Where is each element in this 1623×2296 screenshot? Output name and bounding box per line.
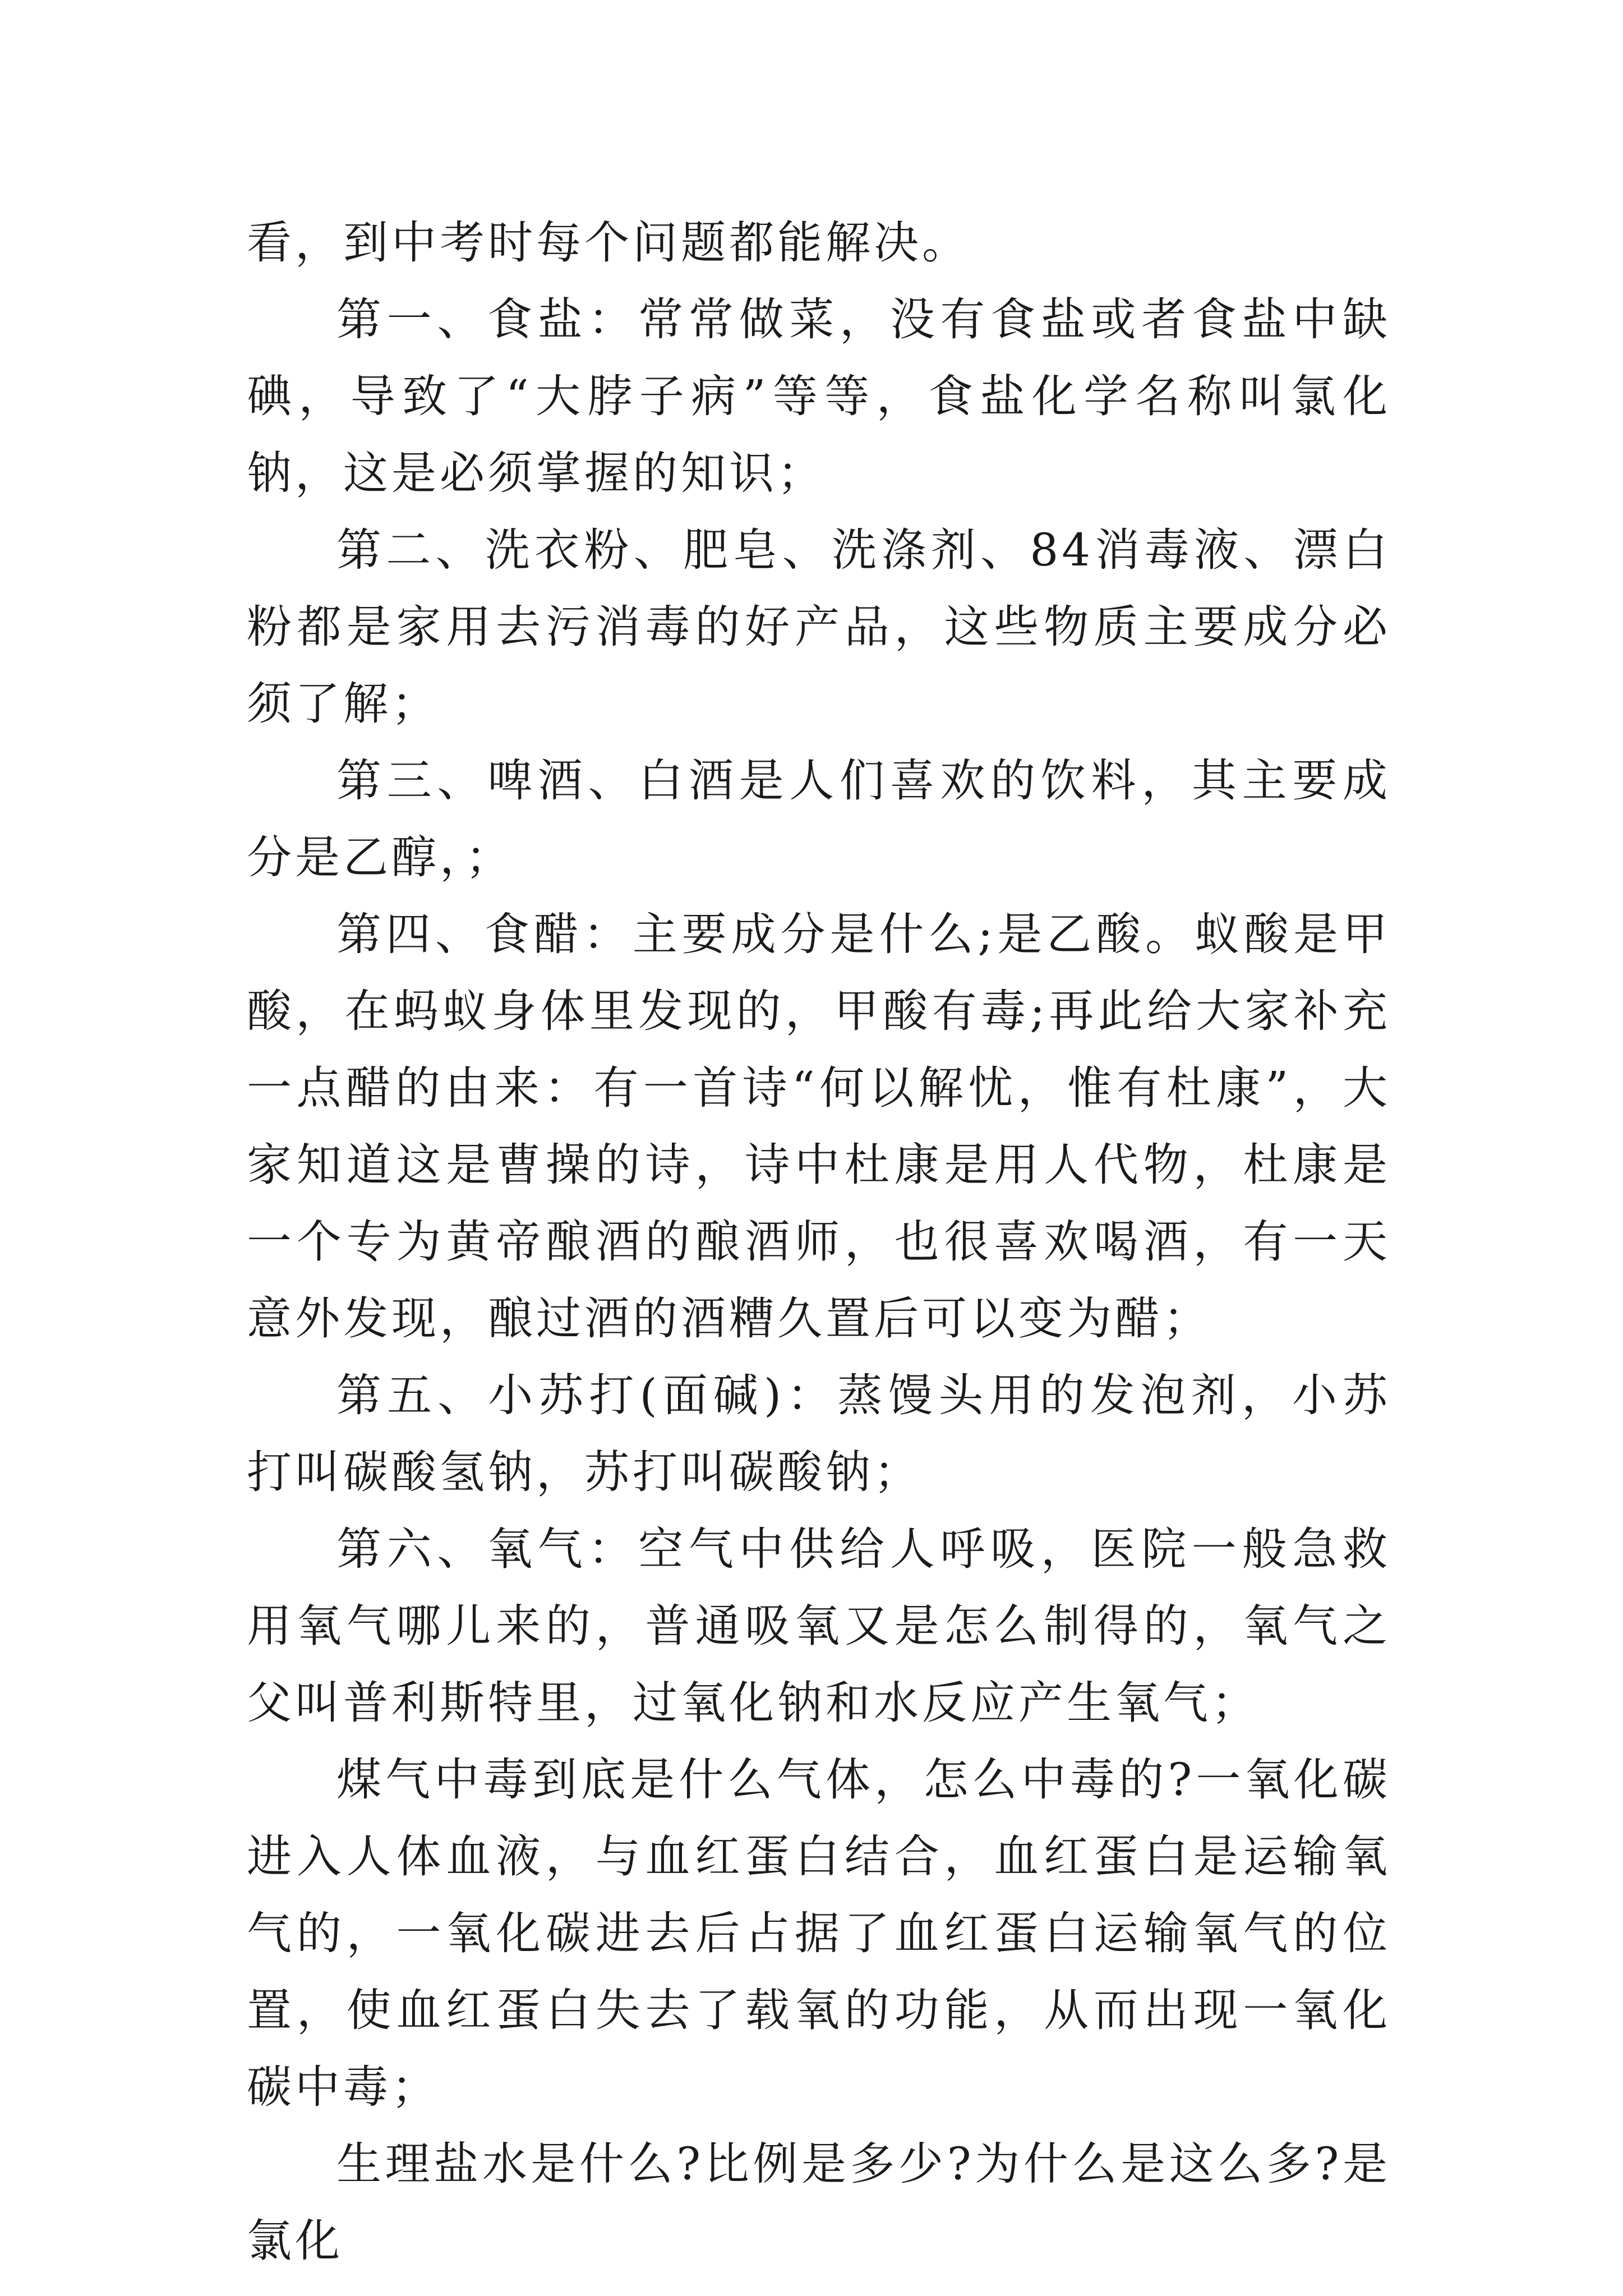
paragraph-saline: 生理盐水是什么?比例是多少?为什么是这么多?是氯化 [247, 2138, 1391, 2267]
paragraph-gas-poisoning: 煤气中毒到底是什么气体，怎么中毒的?一氧化碳进入人体血液，与血红蛋白结合，血红蛋白是运输氧气的，一氧化碳进去后占据了血红蛋白运输氧气的位置，使血红蛋白失去了载氧的功能，从而出现一氧化碳中毒； [247, 1754, 1391, 2113]
paragraph-vinegar: 第四、食醋：主要成分是什么;是乙酸。蚁酸是甲酸，在蚂蚁身体里发现的，甲酸有毒;再此给大家补充一点醋的由来：有一首诗“何以解忧，惟有杜康”，大家知道这是曹操的诗，诗中杜康是用人代物，杜康是一个专为黄帝酿酒的酿酒师，也很喜欢喝酒，有一天意外发现，酿过酒的酒糟久置后可以变为醋； [247, 908, 1391, 1345]
paragraph-detergent: 第二、洗衣粉、肥皂、洗涤剂、84消毒液、漂白粉都是家用去污消毒的好产品，这些物质主要成分必须了解； [247, 524, 1391, 730]
paragraph-baking-soda: 第五、小苏打(面碱)：蒸馒头用的发泡剂，小苏打叫碳酸氢钠，苏打叫碳酸钠； [247, 1369, 1391, 1498]
paragraph-salt: 第一、食盐：常常做菜，没有食盐或者食盐中缺碘，导致了“大脖子病”等等，食盐化学名称叫氯化钠，这是必须掌握的知识； [247, 293, 1391, 499]
paragraph-continued: 看，到中考时每个问题都能解决。 [247, 217, 970, 269]
paragraph-alcohol: 第三、啤酒、白酒是人们喜欢的饮料，其主要成分是乙醇，； [247, 754, 1391, 884]
body-text [247, 204, 1391, 2279]
paragraph-oxygen: 第六、氧气：空气中供给人呼吸，医院一般急救用氧气哪儿来的，普通吸氧又是怎么制得的，氧气之父叫普利斯特里，过氧化钠和水反应产生氧气； [247, 1523, 1391, 1729]
